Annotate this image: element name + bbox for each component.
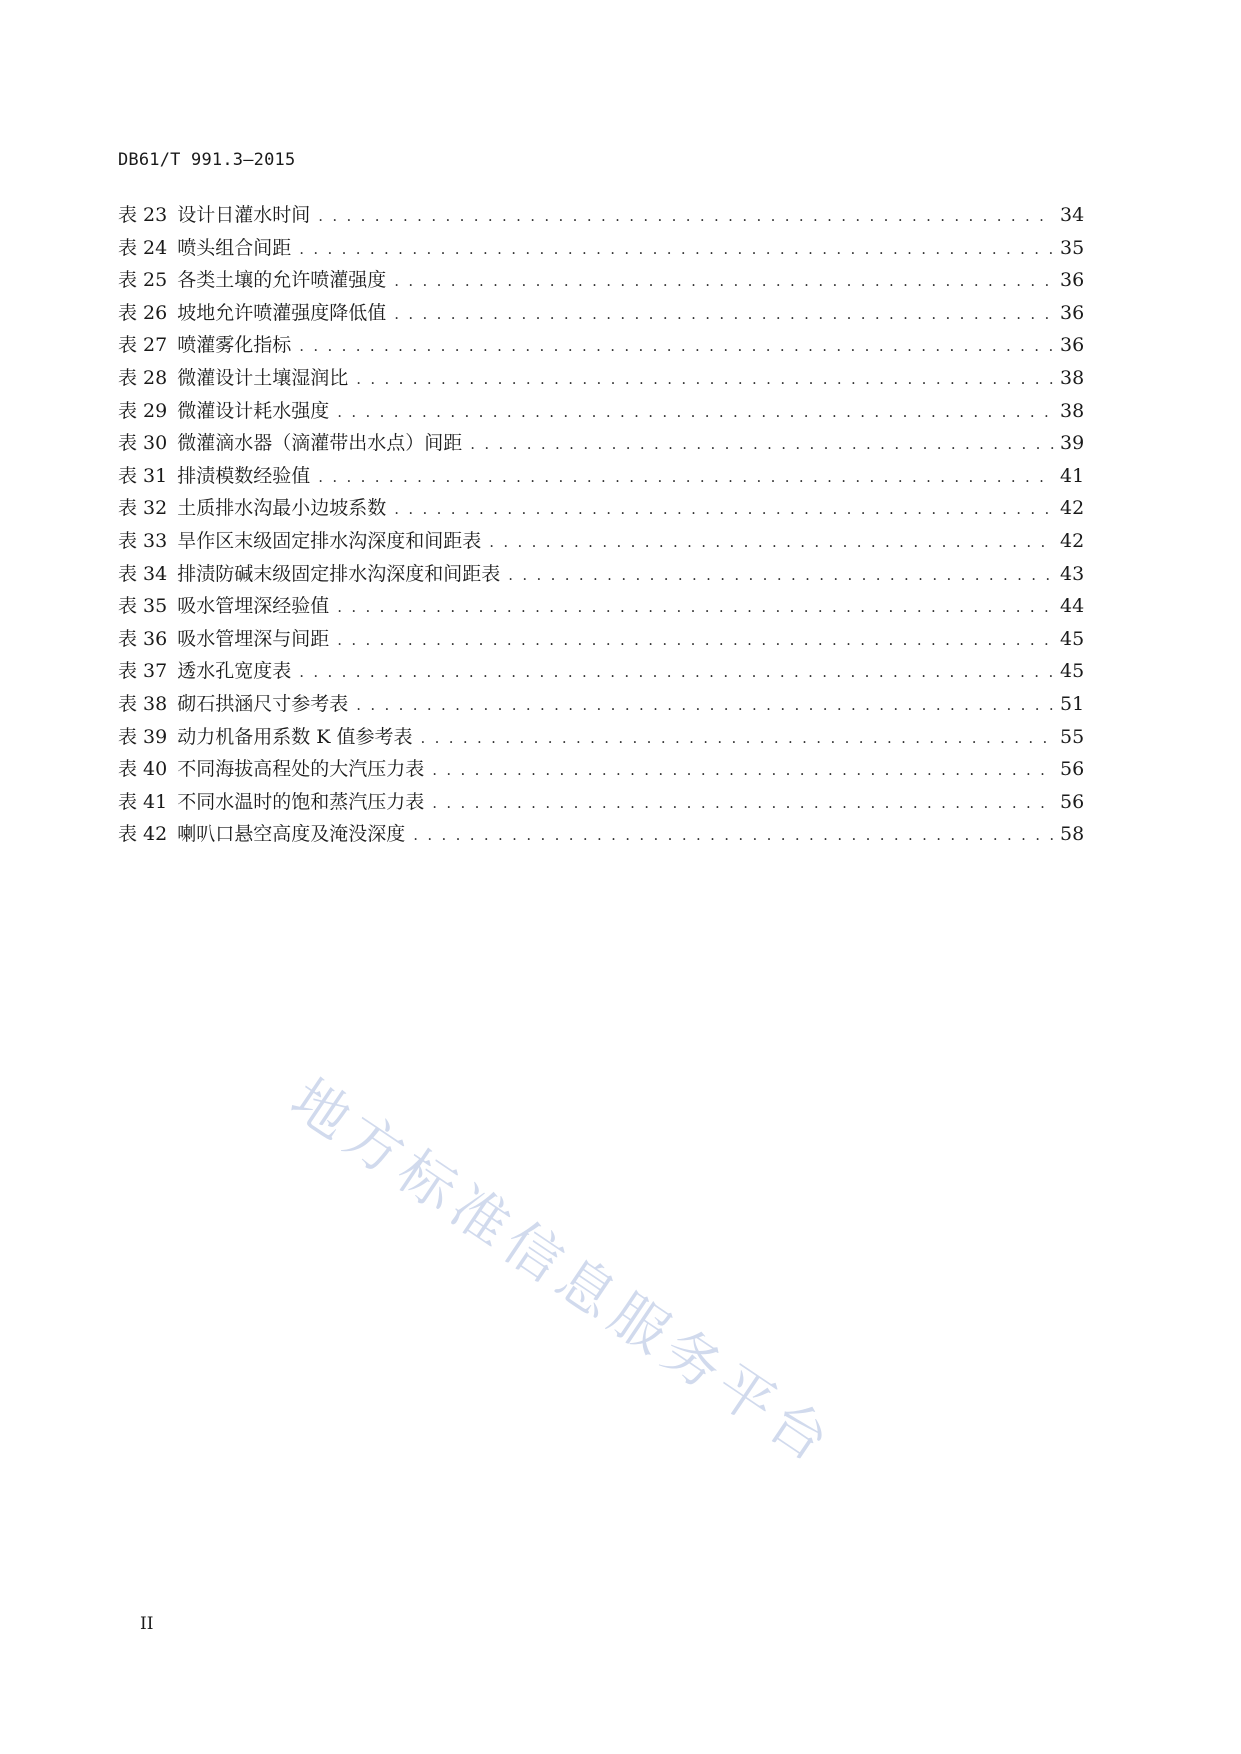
toc-row[interactable]: [118, 330, 1084, 363]
toc-title: 喷头组合间距: [177, 236, 292, 259]
toc-page-number: 42: [1060, 497, 1085, 520]
toc-leader-dots: [432, 794, 1054, 812]
toc-table-number: 表 41: [118, 790, 168, 813]
toc-table-number: 表 24: [118, 236, 168, 259]
toc-leader-dots: [394, 500, 1054, 518]
toc-table-number: 表 25: [118, 269, 168, 292]
toc-table-number: 表 33: [118, 529, 168, 552]
toc-row[interactable]: [118, 526, 1084, 559]
toc-row[interactable]: [118, 754, 1084, 787]
toc-row[interactable]: [118, 265, 1084, 298]
toc-leader-dots: [318, 207, 1054, 225]
toc-row[interactable]: [118, 819, 1084, 852]
toc-row[interactable]: [118, 461, 1084, 494]
toc-leader-dots: [318, 468, 1054, 486]
toc-table-number: 表 23: [118, 204, 168, 226]
toc-page-number: 44: [1060, 595, 1085, 618]
toc-page-number: 58: [1060, 823, 1085, 846]
toc-page-number: 42: [1060, 529, 1085, 552]
toc-row[interactable]: [118, 233, 1084, 266]
toc-page-number: 36: [1060, 334, 1085, 357]
toc-table-number: 表 38: [118, 692, 168, 715]
toc-leader-dots: [489, 533, 1054, 551]
toc-table-number: 表 32: [118, 497, 168, 520]
toc-page-number: 45: [1060, 660, 1085, 683]
toc-page-number: 55: [1060, 725, 1085, 748]
toc-row[interactable]: [118, 591, 1084, 624]
toc-table-number: 表 40: [118, 758, 168, 781]
toc-leader-dots: [337, 403, 1054, 421]
toc-title: 喇叭口悬空高度及淹没深度: [177, 823, 406, 846]
toc-row[interactable]: [118, 689, 1084, 722]
toc-leader-dots: [470, 435, 1054, 453]
toc-table-number: 表 26: [118, 301, 168, 324]
toc-row[interactable]: [118, 298, 1084, 331]
toc-table-number: 表 30: [118, 432, 168, 455]
document-code: DB61/T 991.3—2015: [118, 150, 296, 170]
toc-page-number: 45: [1060, 627, 1085, 650]
toc-row[interactable]: [118, 428, 1084, 461]
toc-page-number: 41: [1060, 464, 1085, 487]
toc-leader-dots: [432, 761, 1054, 779]
toc-row[interactable]: [118, 624, 1084, 657]
toc-title: 坡地允许喷灌强度降低值: [177, 301, 387, 324]
toc-title: 设计日灌水时间: [177, 204, 311, 226]
toc-page-number: 36: [1060, 269, 1085, 292]
toc-table-number: 表 37: [118, 660, 168, 683]
toc-leader-dots: [421, 729, 1055, 747]
toc-leader-dots: [337, 631, 1054, 649]
toc-page-number: 39: [1060, 432, 1085, 455]
toc-table-number: 表 35: [118, 595, 168, 618]
toc-title: 微灌设计耗水强度: [177, 399, 330, 422]
toc-title: 微灌滴水器（滴灌带出水点）间距: [177, 432, 463, 455]
toc-table-number: 表 36: [118, 627, 168, 650]
toc-title: 吸水管埋深与间距: [177, 627, 330, 650]
toc-title: 透水孔宽度表: [177, 660, 292, 683]
toc-row[interactable]: [118, 200, 1084, 233]
toc-table-number: 表 39: [118, 725, 168, 748]
toc-leader-dots: [356, 696, 1054, 714]
toc-page-number: 56: [1060, 758, 1085, 781]
toc-table-number: 表 42: [118, 823, 168, 846]
toc-title: 不同水温时的饱和蒸汽压力表: [177, 790, 425, 813]
toc-title: 吸水管埋深经验值: [177, 595, 330, 618]
toc-title: 动力机备用系数 K 值参考表: [177, 725, 413, 748]
toc-page-number: 51: [1060, 692, 1085, 715]
page-number: II: [140, 1614, 154, 1634]
toc-title: 各类土壤的允许喷灌强度: [177, 269, 387, 292]
toc-leader-dots: [299, 337, 1054, 355]
toc-title: 土质排水沟最小边坡系数: [177, 497, 387, 520]
toc-page-number: 56: [1060, 790, 1085, 813]
toc-page-number: 43: [1060, 562, 1085, 585]
toc-page-number: 34: [1060, 204, 1085, 226]
toc-row[interactable]: [118, 493, 1084, 526]
toc-table-number: 表 27: [118, 334, 168, 357]
toc-row[interactable]: [118, 363, 1084, 396]
toc-page-number: 38: [1060, 366, 1085, 389]
toc-title: 砌石拱涵尺寸参考表: [177, 692, 349, 715]
toc-leader-dots: [356, 370, 1054, 388]
toc-page-number: 36: [1060, 301, 1085, 324]
toc-table-number: 表 28: [118, 366, 168, 389]
watermark: 地方标准信息服务平台: [279, 1066, 847, 1479]
toc-table-number: 表 29: [118, 399, 168, 422]
toc-table-number: 表 31: [118, 464, 168, 487]
toc-title: 不同海拔高程处的大汽压力表: [177, 758, 425, 781]
toc-leader-dots: [508, 566, 1054, 584]
toc-row[interactable]: [118, 396, 1084, 429]
toc-title: 喷灌雾化指标: [177, 334, 292, 357]
table-list: [118, 200, 1084, 852]
toc-row[interactable]: [118, 722, 1084, 755]
toc-leader-dots: [299, 663, 1054, 681]
toc-table-number: 表 34: [118, 562, 168, 585]
toc-leader-dots: [337, 598, 1054, 616]
toc-leader-dots: [413, 826, 1054, 844]
toc-page-number: 38: [1060, 399, 1085, 422]
toc-row[interactable]: [118, 787, 1084, 820]
toc-leader-dots: [299, 240, 1054, 258]
toc-leader-dots: [394, 272, 1054, 290]
toc-row[interactable]: [118, 656, 1084, 689]
toc-row[interactable]: [118, 559, 1084, 592]
toc-title: 排渍防碱末级固定排水沟深度和间距表: [177, 562, 501, 585]
toc-title: 微灌设计土壤湿润比: [177, 366, 349, 389]
toc-title: 排渍模数经验值: [177, 464, 311, 487]
toc-title: 旱作区末级固定排水沟深度和间距表: [177, 529, 482, 552]
toc-leader-dots: [394, 305, 1054, 323]
toc-page-number: 35: [1060, 236, 1085, 259]
